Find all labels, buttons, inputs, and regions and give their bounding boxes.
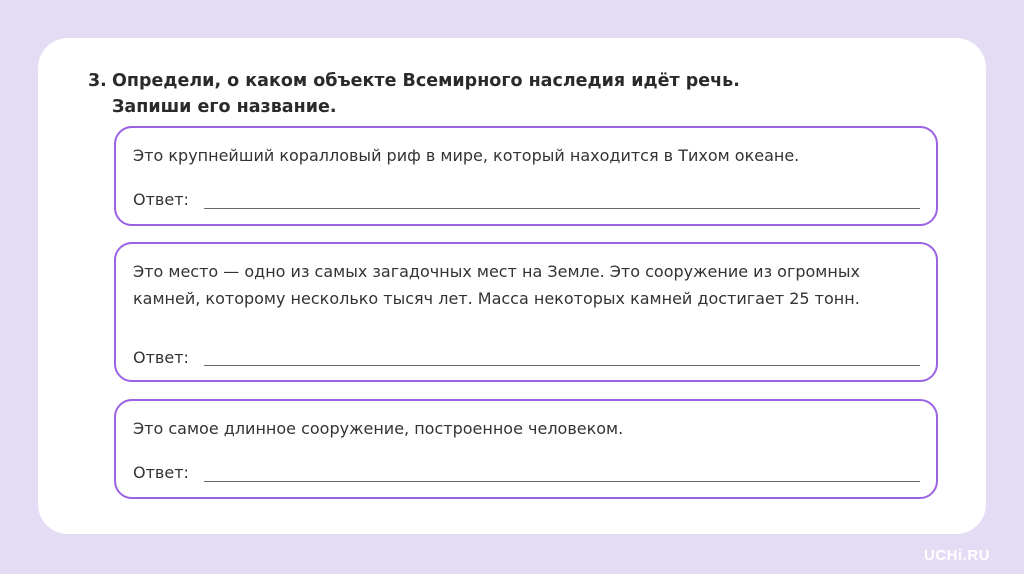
task-text: Это крупнейший коралловый риф в мире, который находится в Тихом океане.: [133, 146, 800, 165]
question-heading: [88, 68, 948, 120]
task-box-2: [114, 242, 938, 382]
answer-label: Ответ:: [133, 463, 189, 482]
uchi-ru-watermark: UCHi.RU: [924, 547, 990, 564]
answer-field[interactable]: [204, 481, 920, 482]
answer-field[interactable]: [204, 365, 920, 366]
question-number: 3.: [88, 71, 107, 91]
task-box-3: [114, 399, 938, 499]
question-line-2: Запиши его название.: [112, 97, 337, 117]
answer-label: Ответ:: [133, 190, 189, 209]
answer-field[interactable]: [204, 208, 920, 209]
task-text: Это место — одно из самых загадочных мест на Земле. Это сооружение из огромных камней, которому несколько тысяч лет. Масса некоторых камней достигает 25 тонн.: [133, 262, 860, 308]
question-line-1: Определи, о каком объекте Всемирного наследия идёт речь.: [112, 71, 740, 91]
task-text: Это самое длинное сооружение, построенное человеком.: [133, 419, 624, 438]
answer-label: Ответ:: [133, 348, 189, 367]
task-box-1: [114, 126, 938, 226]
